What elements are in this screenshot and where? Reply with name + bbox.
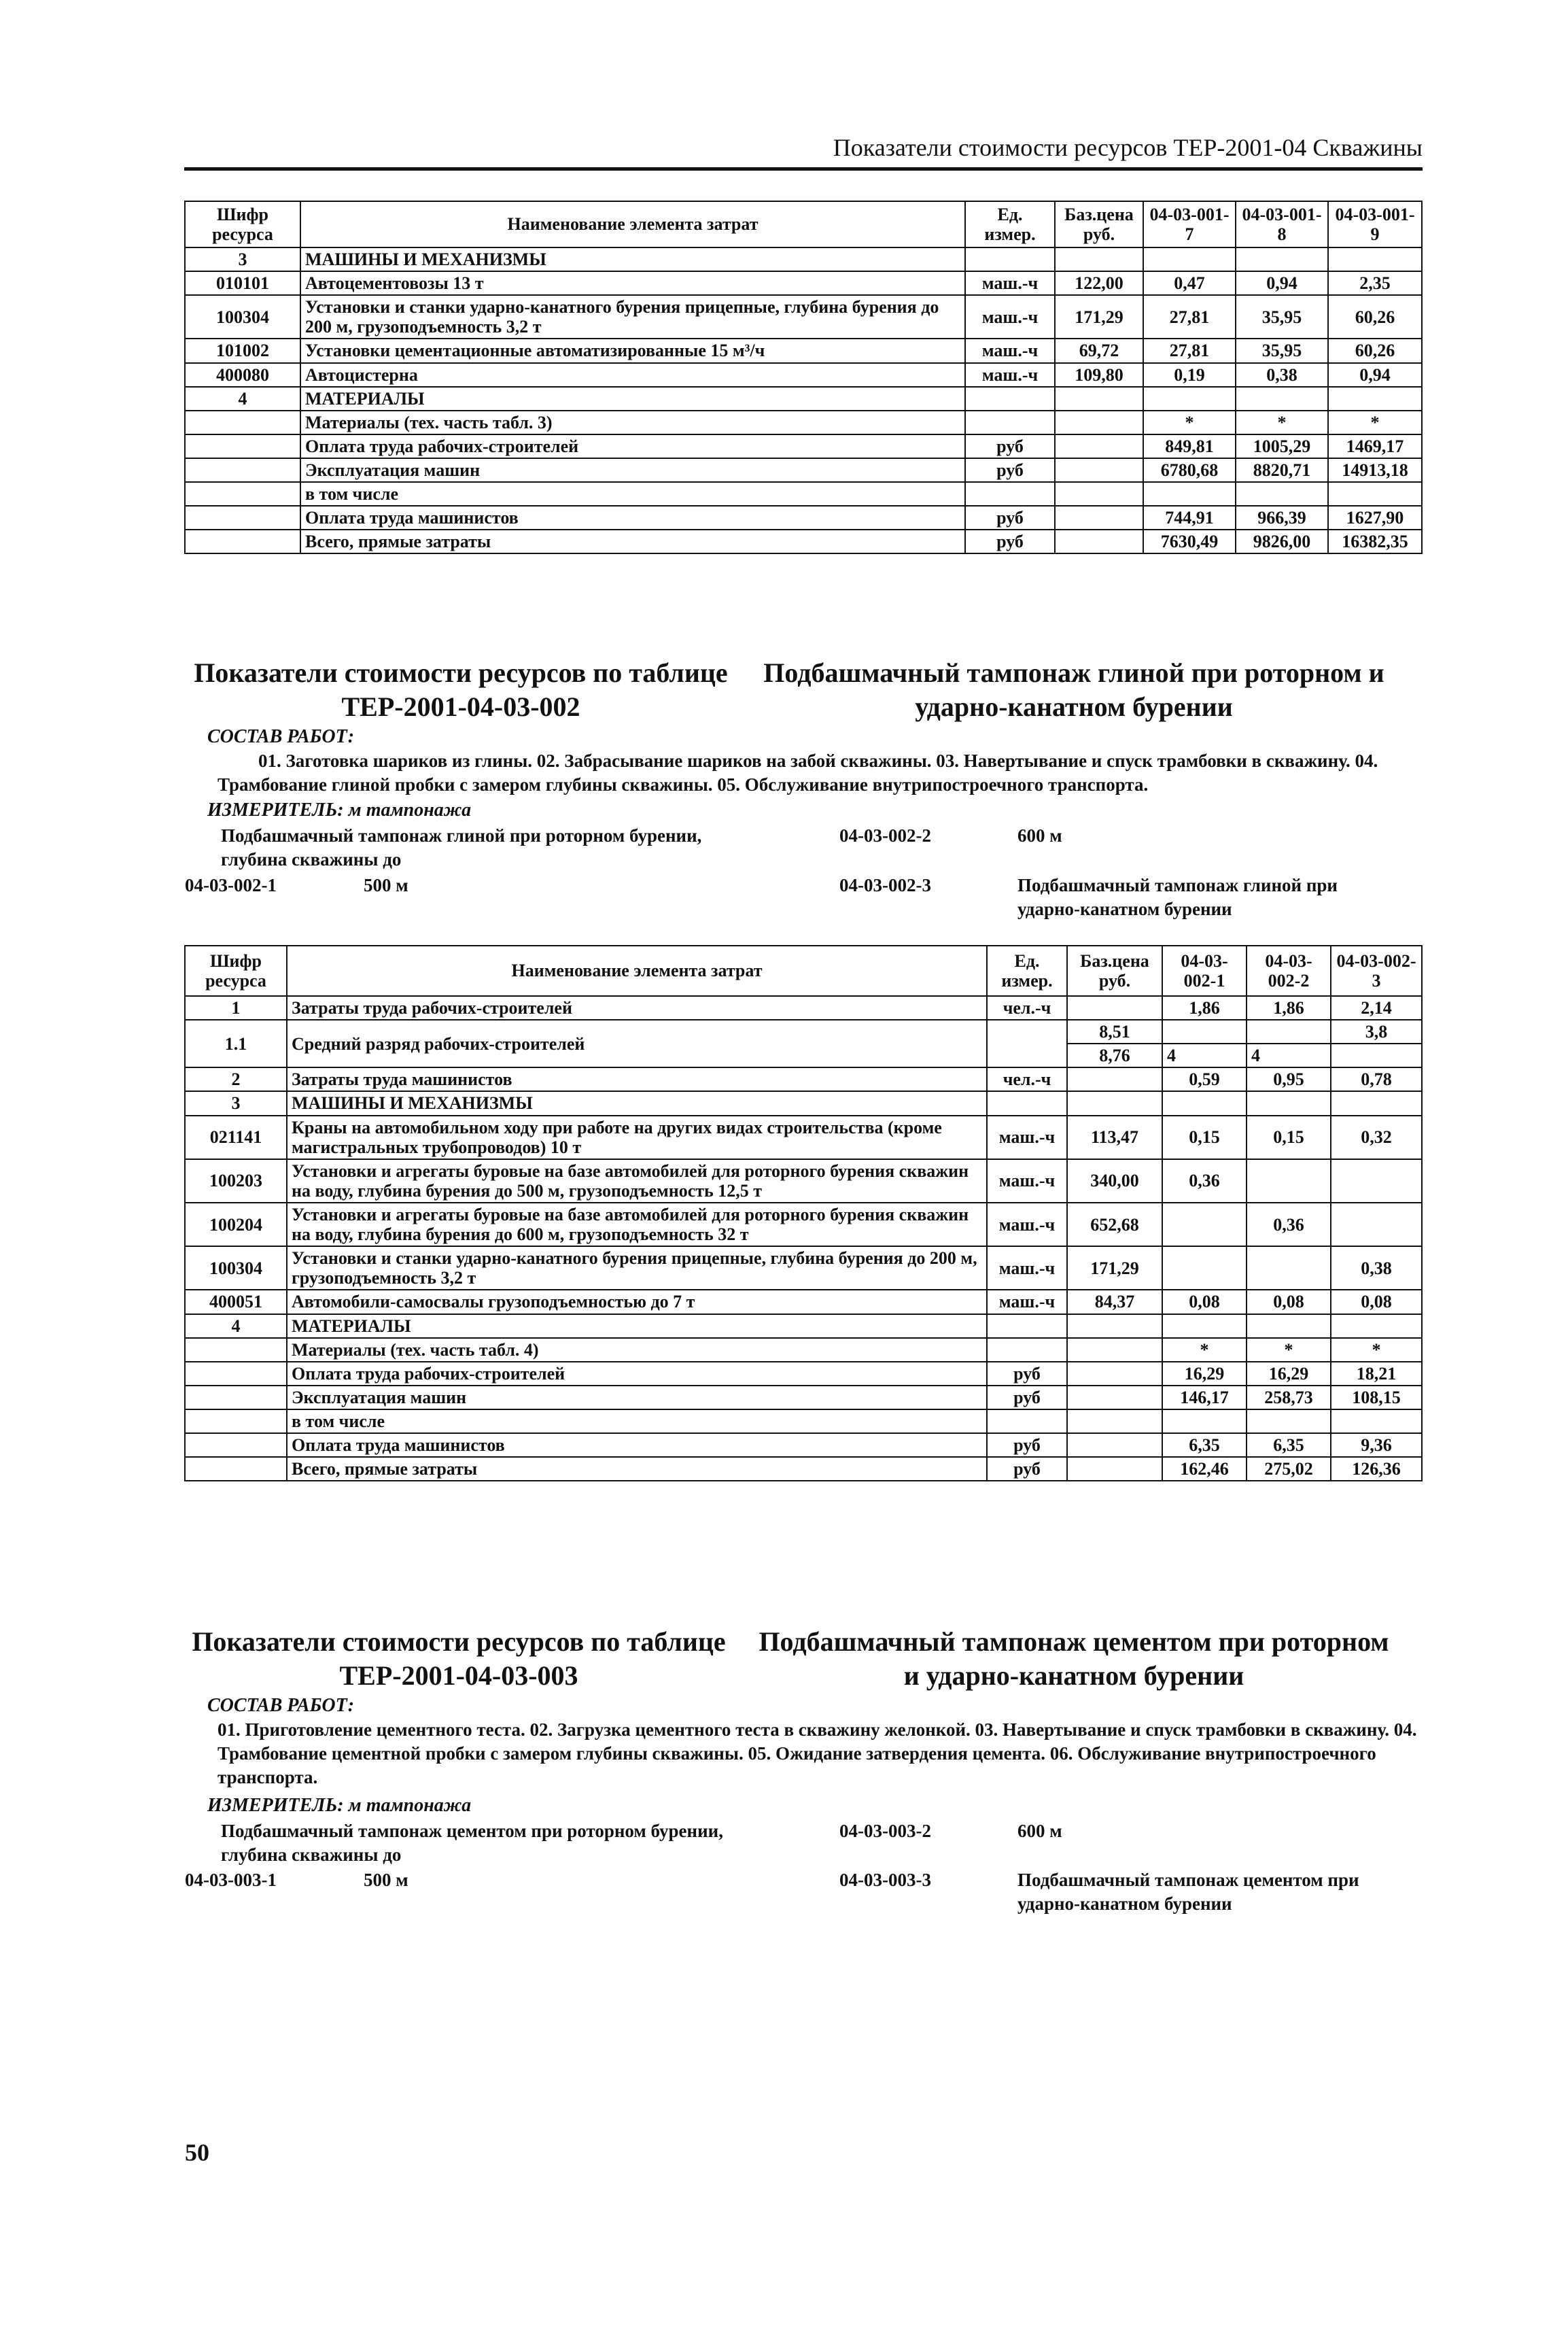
cell-unit xyxy=(987,1409,1067,1433)
cell-norm1 xyxy=(1143,482,1236,506)
cell-price xyxy=(1067,1433,1162,1457)
col-price-header: Баз.цена руб. xyxy=(1055,201,1143,247)
cell-unit xyxy=(965,411,1055,434)
table-row xyxy=(185,1314,1422,1338)
col-name-header: Наименование элемента затрат xyxy=(300,201,965,247)
cell-price xyxy=(1067,1067,1162,1091)
cell-norm3 xyxy=(1331,1314,1422,1338)
cell-norm2: 35,95 xyxy=(1236,295,1328,339)
cell-norm1: 6,35 xyxy=(1162,1433,1247,1457)
cell-unit: руб xyxy=(987,1433,1067,1457)
cell-norm1 xyxy=(1162,1020,1247,1044)
header-rule xyxy=(184,167,1423,171)
cell-price xyxy=(1067,1314,1162,1338)
table-row xyxy=(185,339,1422,362)
cell-price xyxy=(1055,411,1143,434)
cell-unit: маш.-ч xyxy=(965,271,1055,295)
cell-price xyxy=(1055,482,1143,506)
cell-norm1 xyxy=(1162,1314,1247,1338)
cell-code: 100304 xyxy=(185,1246,287,1290)
cell-norm1: 7630,49 xyxy=(1143,530,1236,553)
cell-norm3: * xyxy=(1331,1338,1422,1362)
page-number: 50 xyxy=(185,2139,209,2166)
col-unit-header: Ед. измер. xyxy=(965,201,1055,247)
table-row xyxy=(185,1246,1422,1290)
cell-code xyxy=(185,482,300,506)
col-code-header: Шифр ресурса xyxy=(185,946,287,996)
cell-unit: маш.-ч xyxy=(987,1203,1067,1246)
table-row xyxy=(185,1290,1422,1314)
col-norm1-header: 04-03-002-1 xyxy=(1162,946,1247,996)
cell-price: 340,00 xyxy=(1067,1159,1162,1203)
cell-unit: маш.-ч xyxy=(987,1290,1067,1314)
cell-norm2: 966,39 xyxy=(1236,506,1328,530)
cell-norm2: 0,15 xyxy=(1247,1116,1331,1159)
table-row xyxy=(185,247,1422,271)
cell-unit xyxy=(965,482,1055,506)
cell-name: Средний разряд рабочих-строителей xyxy=(287,1020,987,1067)
section2-composition-label: СОСТАВ РАБОТ: xyxy=(207,726,355,747)
cell-price: 171,29 xyxy=(1055,295,1143,339)
col-code-header: Шифр ресурса xyxy=(185,201,300,247)
cell-price xyxy=(1067,1362,1162,1386)
cell-norm2 xyxy=(1247,1159,1331,1203)
col-price-header: Баз.цена руб. xyxy=(1067,946,1162,996)
cell-unit xyxy=(987,1091,1067,1115)
cell-name: Установки цементационные автоматизированные 15 м³/ч xyxy=(300,339,965,362)
cell-norm1 xyxy=(1143,387,1236,411)
cell-norm3 xyxy=(1328,482,1422,506)
cell-norm1: 0,19 xyxy=(1143,363,1236,387)
cell-norm3: 0,78 xyxy=(1331,1067,1422,1091)
cell-unit: маш.-ч xyxy=(987,1116,1067,1159)
section2-meter-label: ИЗМЕРИТЕЛЬ: м тампонажа xyxy=(207,800,472,821)
cell-name: Краны на автомобильном ходу при работе на других видах строительства (кроме магистральных трубопроводов) 10 т xyxy=(287,1116,987,1159)
section3-code2: 04-03-003-2 xyxy=(839,1821,931,1841)
cell-unit: руб xyxy=(987,1362,1067,1386)
cell-unit: руб xyxy=(965,530,1055,553)
cell-code: 3 xyxy=(185,247,300,271)
table-row xyxy=(185,434,1422,458)
cell-price xyxy=(1067,1338,1162,1362)
cell-code xyxy=(185,1409,287,1433)
cell-norm2: 1,86 xyxy=(1247,996,1331,1020)
col-norm3-header: 04-03-002-3 xyxy=(1331,946,1422,996)
cell-norm1: 0,08 xyxy=(1162,1290,1247,1314)
cell-norm1: 27,81 xyxy=(1143,339,1236,362)
section3-right-title: Подбашмачный тампонаж цементом при роторном и ударно-канатном бурении xyxy=(759,1626,1389,1691)
table-row xyxy=(185,1067,1422,1091)
table-row xyxy=(185,1091,1422,1115)
cell-norm1: 162,46 xyxy=(1162,1457,1247,1481)
cell-name: Установки и станки ударно-канатного бурения прицепные, глубина бурения до 200 м, грузоподъемность 3,2 т xyxy=(300,295,965,339)
section3-val2: 600 м xyxy=(1017,1821,1062,1841)
cell-unit: руб xyxy=(965,458,1055,482)
cell-code xyxy=(185,1338,287,1362)
cell-name: в том числе xyxy=(300,482,965,506)
cell-price xyxy=(1055,387,1143,411)
section2-val1: 500 м xyxy=(364,875,408,895)
cell-norm2 xyxy=(1247,1409,1331,1433)
cell-code: 010101 xyxy=(185,271,300,295)
cell-norm3 xyxy=(1328,247,1422,271)
cell-code: 100203 xyxy=(185,1159,287,1203)
table-row xyxy=(185,506,1422,530)
cell-norm2: 0,36 xyxy=(1247,1203,1331,1246)
table-row xyxy=(185,1457,1422,1481)
cell-price xyxy=(1067,1386,1162,1409)
cell-norm3: 2,14 xyxy=(1331,996,1422,1020)
cell-unit: руб xyxy=(987,1386,1067,1409)
cell-name: Всего, прямые затраты xyxy=(300,530,965,553)
cell-price: 113,47 xyxy=(1067,1116,1162,1159)
col-norm2-header: 04-03-002-2 xyxy=(1247,946,1331,996)
col-norm3-header: 04-03-001-9 xyxy=(1328,201,1422,247)
cell-norm3: 60,26 xyxy=(1328,295,1422,339)
cell-norm1 xyxy=(1143,247,1236,271)
cell-norm3: 0,94 xyxy=(1328,363,1422,387)
cell-norm2 xyxy=(1247,1020,1331,1044)
cell-price xyxy=(1055,458,1143,482)
cell-price: 8,76 xyxy=(1067,1044,1162,1067)
cell-norm3: 0,38 xyxy=(1331,1246,1422,1290)
cell-norm3: 108,15 xyxy=(1331,1386,1422,1409)
section2-code3: 04-03-002-3 xyxy=(839,875,931,895)
cell-code xyxy=(185,458,300,482)
cell-norm3: 16382,35 xyxy=(1328,530,1422,553)
cell-norm2: 0,95 xyxy=(1247,1067,1331,1091)
cell-unit xyxy=(965,387,1055,411)
table-row xyxy=(185,1386,1422,1409)
cell-norm1: 4 xyxy=(1162,1044,1247,1067)
cell-norm3: 126,36 xyxy=(1331,1457,1422,1481)
table-row xyxy=(185,1362,1422,1386)
cell-norm1: 849,81 xyxy=(1143,434,1236,458)
cell-norm3: * xyxy=(1328,411,1422,434)
cell-code xyxy=(185,1386,287,1409)
cell-norm3 xyxy=(1331,1159,1422,1203)
col-norm2-header: 04-03-001-8 xyxy=(1236,201,1328,247)
col-unit-header: Ед. измер. xyxy=(987,946,1067,996)
cell-norm2: 9826,00 xyxy=(1236,530,1328,553)
cell-norm2: 16,29 xyxy=(1247,1362,1331,1386)
cell-price: 84,37 xyxy=(1067,1290,1162,1314)
cell-norm3 xyxy=(1331,1203,1422,1246)
cell-norm3: 1469,17 xyxy=(1328,434,1422,458)
cell-norm1 xyxy=(1162,1409,1247,1433)
cell-norm3: 2,35 xyxy=(1328,271,1422,295)
cell-unit: маш.-ч xyxy=(987,1246,1067,1290)
cell-code: 100204 xyxy=(185,1203,287,1246)
cell-code xyxy=(185,411,300,434)
cell-norm1 xyxy=(1162,1246,1247,1290)
section3-composition-text: 01. Приготовление цементного теста. 02. Загрузка цементного теста в скважину желонкой. 03. Навертывание и спуск трамбовки в скважину. 04. Трамбование цементной пробки с замером глубины скважины. 05. Ожидание затвердения цемента. 06. Обслуживание внутрипостроечного транспорта. xyxy=(217,1719,1417,1788)
section3-desc3: Подбашмачный тампонаж цементом при ударно-канатном бурении xyxy=(1017,1870,1359,1915)
cell-norm1 xyxy=(1162,1091,1247,1115)
cell-price: 69,72 xyxy=(1055,339,1143,362)
cell-norm3: 3,8 xyxy=(1331,1020,1422,1044)
cell-unit: маш.-ч xyxy=(965,339,1055,362)
section2-code2: 04-03-002-2 xyxy=(839,825,931,846)
cell-norm2 xyxy=(1236,247,1328,271)
cell-unit: чел.-ч xyxy=(987,1067,1067,1091)
section2-desc3: Подбашмачный тампонаж глиной при ударно-канатном бурении xyxy=(1017,875,1338,920)
page-header-title: Показатели стоимости ресурсов ТЕР-2001-04 Скважины xyxy=(833,134,1423,161)
cell-norm2 xyxy=(1236,387,1328,411)
table-row xyxy=(185,1203,1422,1246)
cell-norm2 xyxy=(1247,1246,1331,1290)
table-row xyxy=(185,1116,1422,1159)
cell-code xyxy=(185,1362,287,1386)
cell-name: Оплата труда рабочих-строителей xyxy=(300,434,965,458)
cell-norm2: 35,95 xyxy=(1236,339,1328,362)
cell-price xyxy=(1067,1091,1162,1115)
section3-val1: 500 м xyxy=(364,1870,408,1890)
cell-code xyxy=(185,506,300,530)
cell-norm3: 14913,18 xyxy=(1328,458,1422,482)
cell-name: Эксплуатация машин xyxy=(287,1386,987,1409)
resource-table-002 xyxy=(184,945,1423,1481)
cell-norm3 xyxy=(1328,387,1422,411)
cell-code: 400080 xyxy=(185,363,300,387)
cell-norm3 xyxy=(1331,1044,1422,1067)
cell-unit: руб xyxy=(987,1457,1067,1481)
cell-code xyxy=(185,434,300,458)
cell-name: Затраты труда рабочих-строителей xyxy=(287,996,987,1020)
cell-unit xyxy=(987,1020,1067,1067)
cell-price: 122,00 xyxy=(1055,271,1143,295)
cell-name: Автоцементовозы 13 т xyxy=(300,271,965,295)
section2-val2: 600 м xyxy=(1017,825,1062,846)
cell-price xyxy=(1055,247,1143,271)
cell-code xyxy=(185,1433,287,1457)
cell-unit: маш.-ч xyxy=(965,363,1055,387)
section2-desc1: Подбашмачный тампонаж глиной при роторном бурении, глубина скважины до xyxy=(221,825,702,870)
cell-code: 2 xyxy=(185,1067,287,1091)
cell-norm1: 744,91 xyxy=(1143,506,1236,530)
table-row xyxy=(185,411,1422,434)
cell-code: 400051 xyxy=(185,1290,287,1314)
cell-name: МАТЕРИАЛЫ xyxy=(287,1314,987,1338)
cell-unit: чел.-ч xyxy=(987,996,1067,1020)
cell-name: Оплата труда машинистов xyxy=(287,1433,987,1457)
cell-name: в том числе xyxy=(287,1409,987,1433)
table-row xyxy=(185,458,1422,482)
cell-unit xyxy=(987,1338,1067,1362)
cell-code: 1.1 xyxy=(185,1020,287,1067)
cell-norm1 xyxy=(1162,1203,1247,1246)
cell-unit: руб xyxy=(965,506,1055,530)
cell-price xyxy=(1067,1409,1162,1433)
cell-norm3: 9,36 xyxy=(1331,1433,1422,1457)
cell-norm3: 0,08 xyxy=(1331,1290,1422,1314)
section3-meter-label: ИЗМЕРИТЕЛЬ: м тампонажа xyxy=(207,1795,472,1816)
cell-name: Оплата труда рабочих-строителей xyxy=(287,1362,987,1386)
cell-name: МАТЕРИАЛЫ xyxy=(300,387,965,411)
col-name-header: Наименование элемента затрат xyxy=(287,946,987,996)
cell-price: 652,68 xyxy=(1067,1203,1162,1246)
cell-norm2: 258,73 xyxy=(1247,1386,1331,1409)
table-row xyxy=(185,530,1422,553)
cell-norm1: 146,17 xyxy=(1162,1386,1247,1409)
table-row xyxy=(185,1159,1422,1203)
table-row xyxy=(185,996,1422,1020)
table-row xyxy=(185,295,1422,339)
cell-norm2: 0,38 xyxy=(1236,363,1328,387)
table-row xyxy=(185,1338,1422,1362)
cell-name: Эксплуатация машин xyxy=(300,458,965,482)
cell-code: 021141 xyxy=(185,1116,287,1159)
col-norm1-header: 04-03-001-7 xyxy=(1143,201,1236,247)
cell-price: 8,51 xyxy=(1067,1020,1162,1044)
cell-norm2 xyxy=(1247,1314,1331,1338)
cell-name: Установки и агрегаты буровые на базе автомобилей для роторного бурения скважин на воду, глубина бурения до 500 м, грузоподъемность 12,5 т xyxy=(287,1159,987,1203)
cell-norm3 xyxy=(1331,1091,1422,1115)
cell-norm1: * xyxy=(1162,1338,1247,1362)
section2-right-title: Подбашмачный тампонаж глиной при роторном и ударно-канатном бурении xyxy=(763,657,1384,722)
section3-desc1: Подбашмачный тампонаж цементом при роторном бурении, глубина скважины до xyxy=(221,1821,723,1866)
cell-norm1: 0,36 xyxy=(1162,1159,1247,1203)
cell-norm2: 8820,71 xyxy=(1236,458,1328,482)
resource-table-001 xyxy=(184,201,1423,554)
cell-price: 109,80 xyxy=(1055,363,1143,387)
cell-unit: руб xyxy=(965,434,1055,458)
cell-code: 4 xyxy=(185,387,300,411)
cell-norm2: 6,35 xyxy=(1247,1433,1331,1457)
cell-norm2 xyxy=(1247,1091,1331,1115)
table-row xyxy=(185,482,1422,506)
cell-norm3 xyxy=(1331,1409,1422,1433)
cell-name: Материалы (тех. часть табл. 4) xyxy=(287,1338,987,1362)
cell-price xyxy=(1055,530,1143,553)
cell-name: Установки и станки ударно-канатного бурения прицепные, глубина бурения до 200 м, грузоподъемность 3,2 т xyxy=(287,1246,987,1290)
cell-norm2: * xyxy=(1247,1338,1331,1362)
cell-code: 1 xyxy=(185,996,287,1020)
cell-norm2: 4 xyxy=(1247,1044,1331,1067)
section3-code3: 04-03-003-3 xyxy=(839,1870,931,1890)
cell-name: Материалы (тех. часть табл. 3) xyxy=(300,411,965,434)
cell-price xyxy=(1055,506,1143,530)
cell-norm2: 1005,29 xyxy=(1236,434,1328,458)
section3-composition-label: СОСТАВ РАБОТ: xyxy=(207,1695,355,1716)
cell-norm2 xyxy=(1236,482,1328,506)
cell-norm2: * xyxy=(1236,411,1328,434)
cell-name: МАШИНЫ И МЕХАНИЗМЫ xyxy=(287,1091,987,1115)
cell-price xyxy=(1067,996,1162,1020)
cell-price xyxy=(1067,1457,1162,1481)
table-row xyxy=(185,271,1422,295)
cell-code: 3 xyxy=(185,1091,287,1115)
cell-norm2: 275,02 xyxy=(1247,1457,1331,1481)
section2-code1: 04-03-002-1 xyxy=(185,875,277,895)
section3-left-title: Показатели стоимости ресурсов по таблице ТЕР-2001-04-03-003 xyxy=(192,1626,726,1691)
cell-norm1: 0,47 xyxy=(1143,271,1236,295)
section2-composition-text: 01. Заготовка шариков из глины. 02. Забрасывание шариков на забой скважины. 03. Навертывание и спуск трамбовки в скважину. 04. Трамбование глиной пробки с замером глубины скважины. 05. Обслуживание внутрипостроечного транспорта. xyxy=(217,751,1378,795)
cell-unit: маш.-ч xyxy=(965,295,1055,339)
cell-norm3: 0,32 xyxy=(1331,1116,1422,1159)
cell-norm1: 0,15 xyxy=(1162,1116,1247,1159)
table-row xyxy=(185,1433,1422,1457)
cell-code: 100304 xyxy=(185,295,300,339)
section3-code1: 04-03-003-1 xyxy=(185,1870,277,1890)
table-row xyxy=(185,387,1422,411)
cell-name: Всего, прямые затраты xyxy=(287,1457,987,1481)
cell-norm1: 1,86 xyxy=(1162,996,1247,1020)
cell-norm2: 0,94 xyxy=(1236,271,1328,295)
cell-code xyxy=(185,530,300,553)
cell-name: МАШИНЫ И МЕХАНИЗМЫ xyxy=(300,247,965,271)
cell-unit xyxy=(965,247,1055,271)
cell-norm1: 6780,68 xyxy=(1143,458,1236,482)
cell-unit: маш.-ч xyxy=(987,1159,1067,1203)
cell-price: 171,29 xyxy=(1067,1246,1162,1290)
cell-norm1: * xyxy=(1143,411,1236,434)
cell-code: 101002 xyxy=(185,339,300,362)
table-row xyxy=(185,1409,1422,1433)
cell-name: Оплата труда машинистов xyxy=(300,506,965,530)
cell-norm2: 0,08 xyxy=(1247,1290,1331,1314)
cell-norm3: 1627,90 xyxy=(1328,506,1422,530)
cell-name: Автомобили-самосвалы грузоподъемностью до 7 т xyxy=(287,1290,987,1314)
cell-code: 4 xyxy=(185,1314,287,1338)
cell-norm3: 18,21 xyxy=(1331,1362,1422,1386)
cell-name: Автоцистерна xyxy=(300,363,965,387)
cell-norm1: 16,29 xyxy=(1162,1362,1247,1386)
cell-name: Установки и агрегаты буровые на базе автомобилей для роторного бурения скважин на воду, глубина бурения до 600 м, грузоподъемность 32 т xyxy=(287,1203,987,1246)
cell-code xyxy=(185,1457,287,1481)
cell-unit xyxy=(987,1314,1067,1338)
cell-norm1: 0,59 xyxy=(1162,1067,1247,1091)
cell-price xyxy=(1055,434,1143,458)
cell-name: Затраты труда машинистов xyxy=(287,1067,987,1091)
table-row xyxy=(185,1020,1422,1044)
cell-norm3: 60,26 xyxy=(1328,339,1422,362)
section2-left-title: Показатели стоимости ресурсов по таблице ТЕР-2001-04-03-002 xyxy=(194,657,728,722)
table-row xyxy=(185,363,1422,387)
cell-norm1: 27,81 xyxy=(1143,295,1236,339)
